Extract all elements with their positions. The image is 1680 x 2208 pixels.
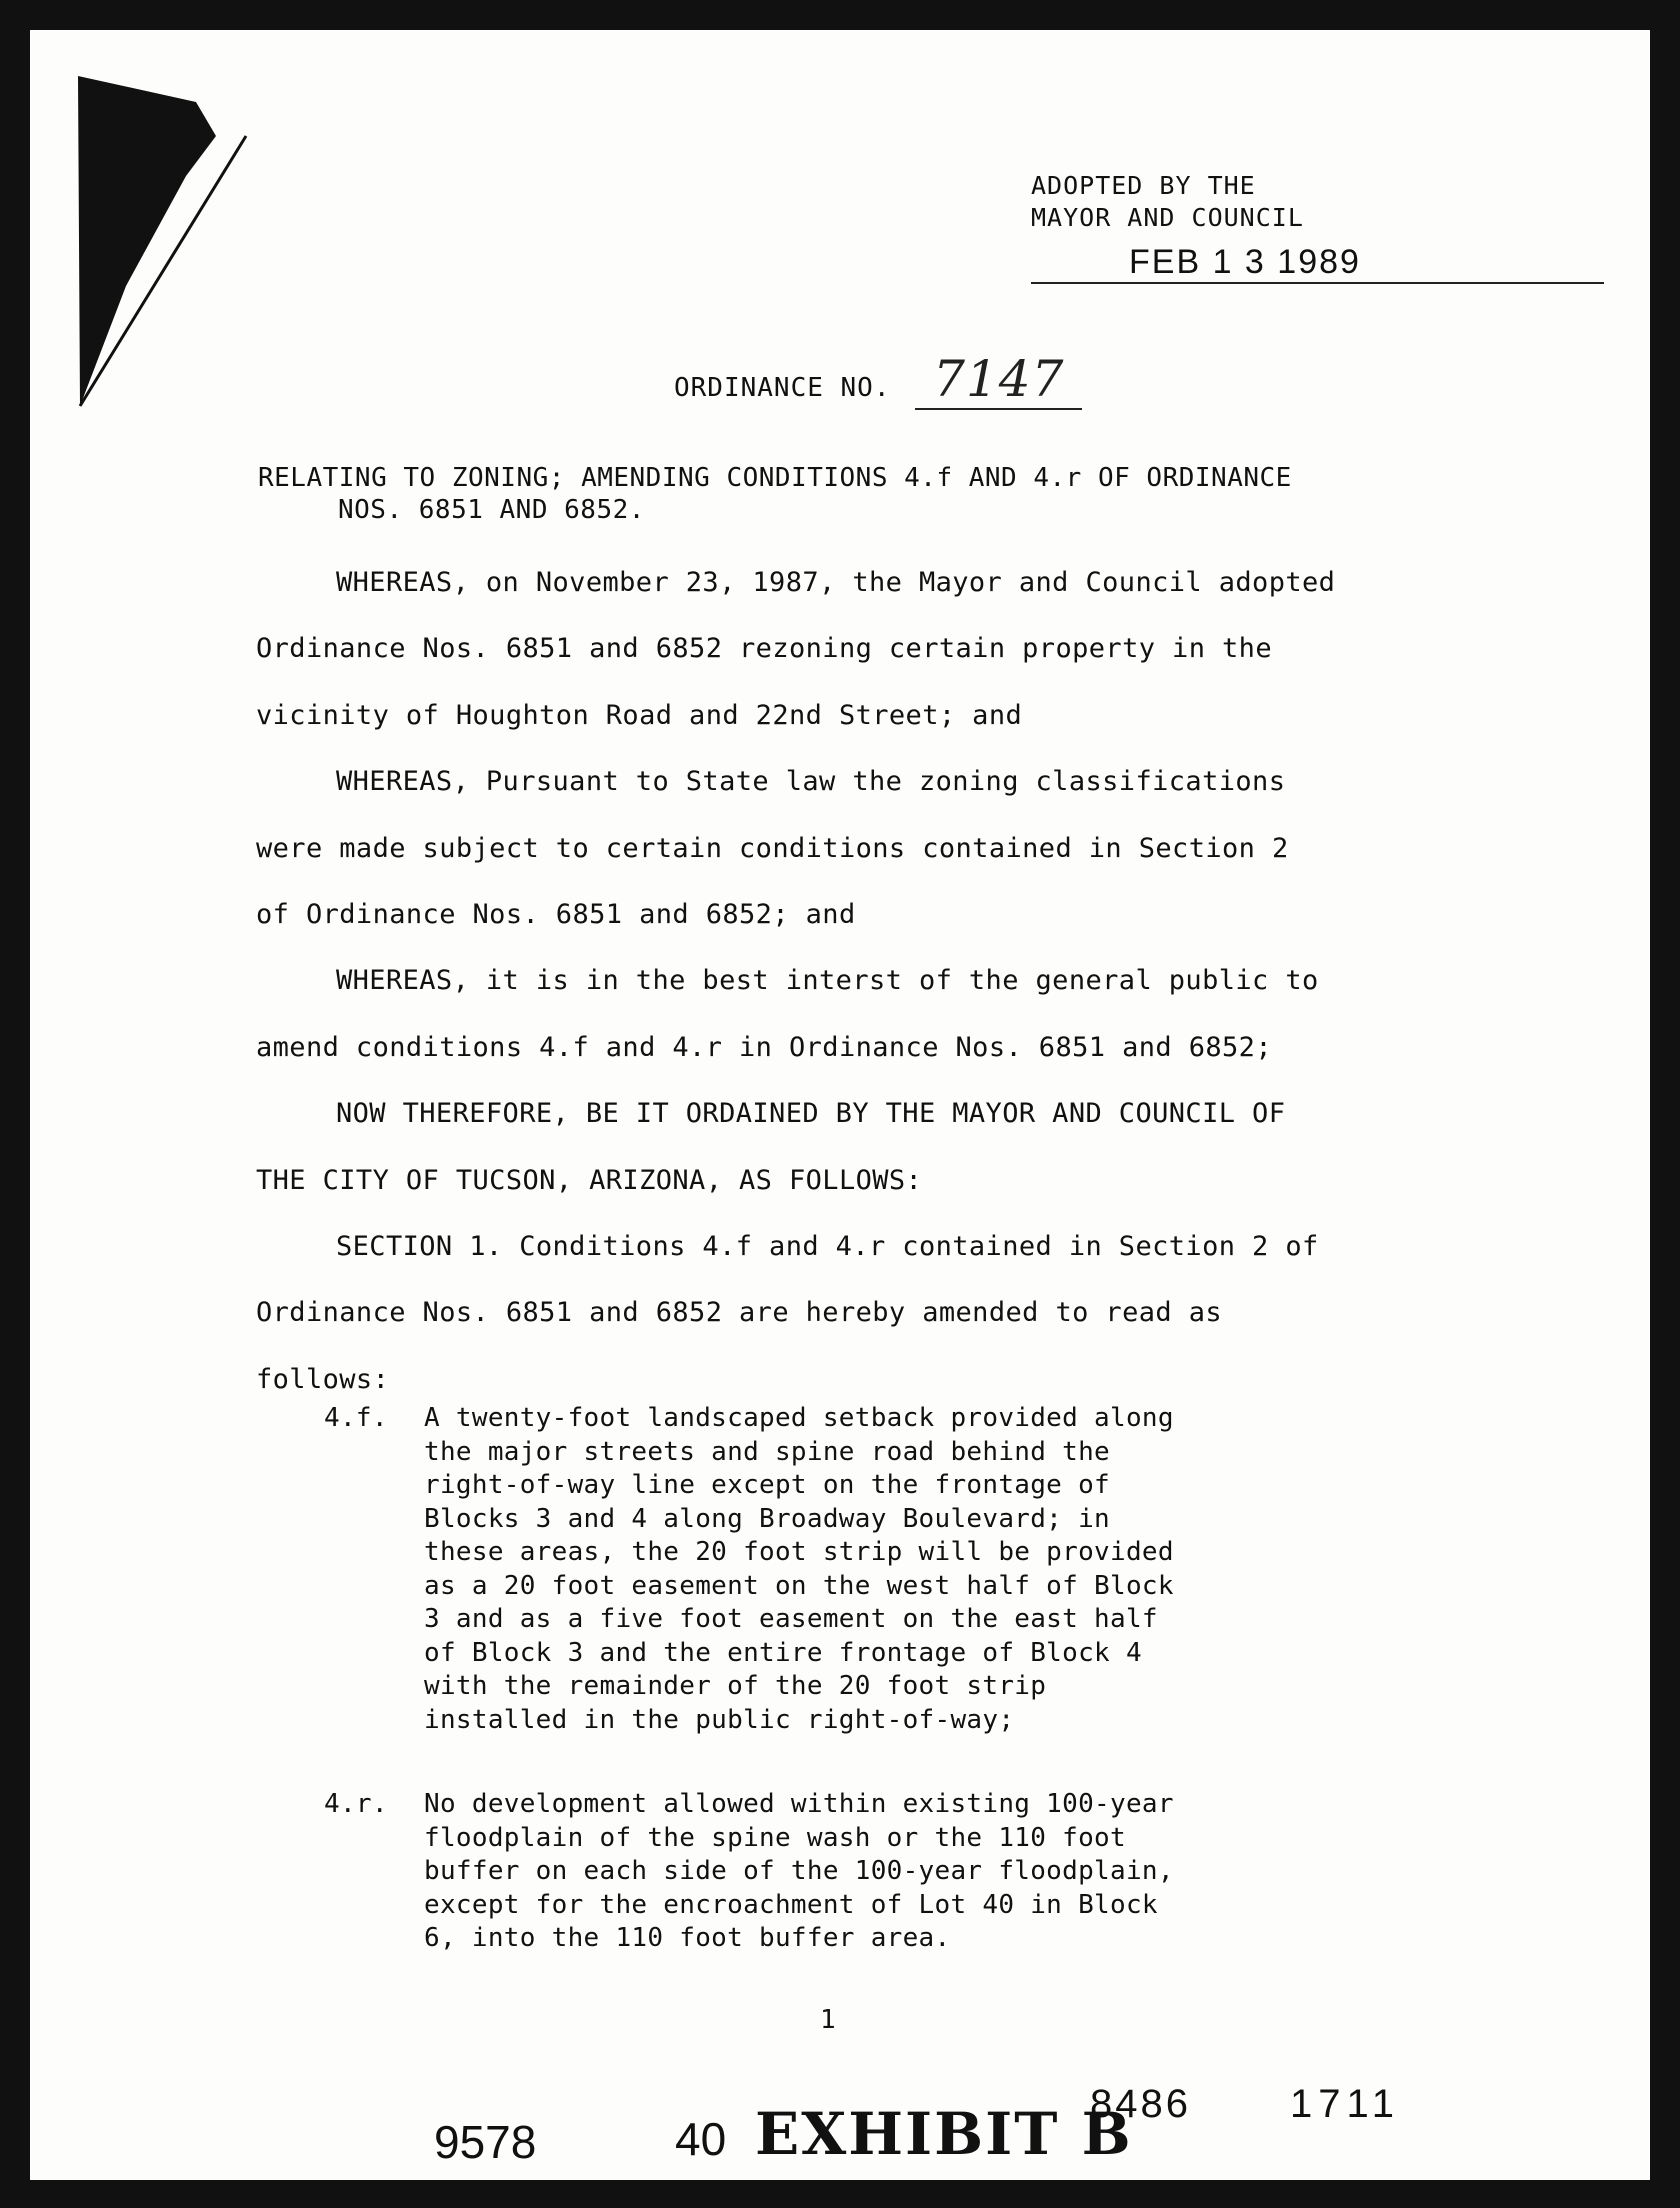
page-number: 1: [820, 2005, 836, 2035]
condition-line: with the remainder of the 20 foot strip: [424, 1671, 1047, 1701]
condition-text: [424, 1788, 1424, 1956]
condition-line: the major streets and spine road behind the: [424, 1436, 1110, 1467]
adoption-stamp: [1031, 170, 1531, 284]
ordinance-label: ORDINANCE NO.: [674, 373, 891, 403]
condition-line: except for the encroachment of Lot 40 in Block: [424, 1889, 1158, 1920]
condition-text: [424, 1402, 1424, 1737]
condition-line: 6, into the 110 foot buffer area.: [424, 1923, 951, 1953]
condition-line: No development allowed within existing 100-year: [424, 1789, 1174, 1819]
condition-4r: [324, 1788, 1424, 1956]
body-line: follows:: [256, 1363, 390, 1395]
condition-line: as a 20 foot easement on the west half of Block: [424, 1570, 1174, 1601]
heading-line-2: NOS. 6851 AND 6852.: [338, 495, 645, 525]
body-line: WHEREAS, it is in the best interst of the general public to: [336, 965, 1319, 997]
body-line: were made subject to certain conditions contained in Section 2: [256, 832, 1289, 864]
condition-label: 4.f.: [324, 1403, 388, 1433]
footer-number-4: 1711: [1290, 2082, 1401, 2126]
body-line: vicinity of Houghton Road and 22nd Street; and: [256, 699, 1023, 731]
body-line: Ordinance Nos. 6851 and 6852 are hereby amended to read as: [256, 1297, 1223, 1329]
body-line: of Ordinance Nos. 6851 and 6852; and: [256, 899, 856, 931]
condition-line: of Block 3 and the entire frontage of Block 4: [424, 1637, 1142, 1668]
condition-line: 3 and as a five foot easement on the east half: [424, 1604, 1158, 1634]
ordinance-heading: [258, 462, 1588, 526]
footer-number-1: 9578: [434, 2116, 537, 2168]
condition-4f: [324, 1402, 1424, 1737]
body-line: SECTION 1. Conditions 4.f and 4.r contained in Section 2 of: [336, 1231, 1319, 1263]
footer-number-2: 40: [675, 2113, 727, 2165]
stamp-line-2: MAYOR AND COUNCIL: [1031, 203, 1304, 232]
document-page: [30, 30, 1650, 2180]
condition-label: 4.r.: [324, 1789, 388, 1819]
condition-line: these areas, the 20 foot strip will be provided: [424, 1537, 1174, 1567]
condition-line: floodplain of the spine wash or the 110 foot: [424, 1822, 1126, 1853]
condition-line: buffer on each side of the 100-year floodplain,: [424, 1856, 1174, 1886]
condition-line: A twenty-foot landscaped setback provided along: [424, 1403, 1174, 1433]
body-line: Ordinance Nos. 6851 and 6852 rezoning certain property in the: [256, 633, 1272, 665]
body-line: amend conditions 4.f and 4.r in Ordinance Nos. 6851 and 6852;: [256, 1031, 1272, 1063]
exhibit-label: EXHIBIT B: [755, 2100, 1133, 2168]
ordinance-title: [674, 350, 1082, 410]
corner-shadow-mark: [66, 66, 266, 446]
condition-line: right-of-way line except on the frontage of: [424, 1470, 1110, 1500]
stamp-date: FEB 1 3 1989: [1031, 246, 1604, 284]
body-line: WHEREAS, Pursuant to State law the zoning classifications: [336, 766, 1286, 798]
condition-line: installed in the public right-of-way;: [424, 1704, 1015, 1735]
ordinance-number: 7147: [915, 350, 1082, 410]
body-line: THE CITY OF TUCSON, ARIZONA, AS FOLLOWS:: [256, 1164, 923, 1196]
heading-line-1: RELATING TO ZONING; AMENDING CONDITIONS 4.f AND 4.r OF ORDINANCE: [258, 463, 1292, 493]
condition-line: Blocks 3 and 4 along Broadway Boulevard; in: [424, 1503, 1110, 1534]
body-line: NOW THEREFORE, BE IT ORDAINED BY THE MAYOR AND COUNCIL OF: [336, 1098, 1286, 1130]
footer-number-3: 8486: [1090, 2082, 1191, 2126]
stamp-line-1: ADOPTED BY THE: [1031, 171, 1256, 200]
ordinance-body: [256, 550, 1596, 1413]
body-line: WHEREAS, on November 23, 1987, the Mayor and Council adopted: [336, 567, 1336, 598]
